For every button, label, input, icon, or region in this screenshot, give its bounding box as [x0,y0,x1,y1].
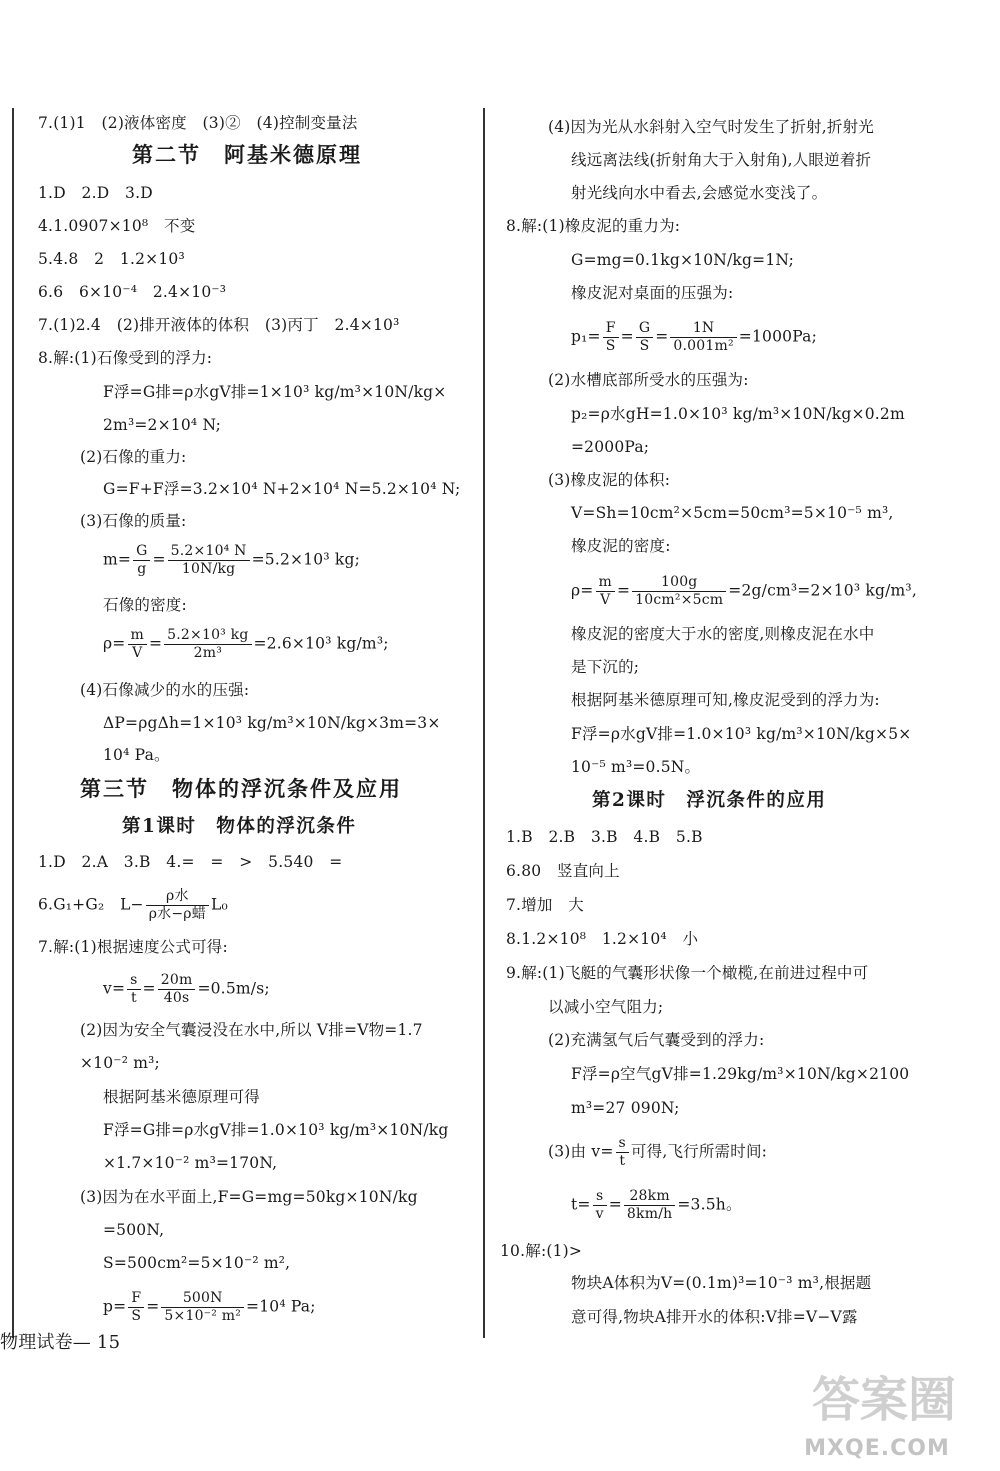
denominator: 40s [163,990,190,1006]
denominator: t [619,1153,626,1169]
answer-line: 7.解:(1)根据速度公式可得: [38,938,228,956]
answer-line: 根据阿基米德原理可得 [103,1088,261,1106]
answer-line: 6.6 6×10⁻⁴ 2.4×10⁻³ [38,283,227,301]
formula-text: =2g/cm³=2×10³ kg/m³, [728,581,917,600]
numerator: 5.2×10⁴ N [168,543,250,561]
denominator: 8km/h [626,1206,673,1222]
formula-text: =10⁴ Pa; [246,1297,316,1316]
fraction [632,574,726,609]
denominator: S [131,1308,142,1324]
lesson-title: 第1课时 物体的浮沉条件 [122,816,357,837]
answer-line: (3)因为在水平面上,F=G=mg=50kg×10N/kg [80,1188,418,1206]
numerator: 100g [632,574,726,592]
formula-line: V=Sh=10cm²×5cm=50cm³=5×10⁻⁵ m³, [571,504,894,522]
formula-line [548,1135,767,1170]
formula-text: = [608,1195,622,1214]
left-margin-rule [12,108,14,1338]
formula-text: =3.5h。 [677,1195,742,1214]
formula-line: p₂=ρ水gH=1.0×10³ kg/m³×10N/kg×0.2m [571,405,905,423]
numerator: m [596,574,615,592]
formula-text: = [152,550,166,569]
numerator: G [636,320,653,338]
numerator: m [128,627,147,645]
denominator: 5×10⁻² m² [164,1308,242,1324]
denominator: g [137,561,147,577]
denominator: 10cm²×5cm [635,592,724,608]
formula-line: F浮=ρ水gV排=1.0×10³ kg/m³×10N/kg×5× [571,725,912,743]
numerator: F [603,320,619,338]
answer-line: 7.(1)1 (2)液体密度 (3)② (4)控制变量法 [38,114,358,132]
formula-line: 10⁻⁵ m³=0.5N。 [571,758,701,776]
fraction [616,1135,629,1170]
answer-line: 1.B 2.B 3.B 4.B 5.B [506,828,703,846]
formula-text: ρ= [103,634,126,653]
formula-line: ×10⁻² m³; [80,1054,160,1072]
watermark [772,1361,982,1461]
numerator: 28km [624,1188,675,1206]
answer-line: 1.D 2.D 3.D [38,184,153,202]
formula-text: = [148,634,163,653]
denominator: 2m³ [193,645,223,661]
formula-text: ρ= [571,581,594,600]
denominator: v [595,1206,604,1222]
fraction [603,320,619,355]
fraction [158,972,196,1007]
section-title: 第二节 阿基米德原理 [132,142,362,167]
formula-text: v= [103,979,126,998]
formula-text: =0.5m/s; [197,979,270,998]
formula-line: 物块A体积为V=(0.1m)³=10⁻³ m³,根据题 [571,1274,872,1292]
answer-line: 7.增加 大 [506,896,584,914]
answer-line: (3)石像的质量: [80,512,187,530]
fraction [127,972,140,1007]
formula-text: 6.G₁+G₂ L− [38,895,144,914]
formula-line [38,888,228,923]
formula-line: 2m³=2×10⁴ N; [103,416,222,434]
answer-line: 是下沉的; [571,658,640,676]
denominator: V [600,592,611,608]
fraction [636,320,653,355]
answer-line: 石像的密度: [103,596,187,614]
numerator: s [127,972,140,990]
formula-line: G=mg=0.1kg×10N/kg=1N; [571,251,795,269]
answer-line: 10.解:(1)> [500,1242,583,1260]
formula-text: = [620,327,634,346]
fraction [146,888,209,923]
formula-line [571,574,917,609]
formula-text: p₁= [571,327,601,346]
formula-line: 10⁴ Pa。 [103,746,170,764]
formula-line: S=500cm²=5×10⁻² m², [103,1254,291,1272]
answer-line: (4)石像减少的水的压强: [80,681,250,699]
answer-line: (2)水槽底部所受水的压强为: [548,371,749,389]
formula-text: m= [103,550,132,569]
formula-line: 意可得,物块A排开水的体积:V排=V−V露 [571,1308,858,1326]
section-title: 第三节 物体的浮沉条件及应用 [80,776,402,801]
denominator: S [639,338,650,354]
formula-line: F浮=ρ空气gV排=1.29kg/m³×10N/kg×2100 [571,1065,910,1083]
formula-line [571,320,817,355]
answer-line: 6.80 竖直向上 [506,862,620,880]
fraction [596,574,615,609]
formula-text: = [655,327,669,346]
fraction [670,320,736,355]
formula-line: m³=27 090N; [571,1099,680,1117]
fraction [624,1188,675,1223]
watermark-logo: 答案圈 [812,1372,957,1428]
answer-line: (3)橡皮泥的体积: [548,471,671,489]
formula-text: (3)由 v= [548,1142,614,1161]
answer-line: 9.解:(1)飞艇的气囊形状像一个橄榄,在前进过程中可 [506,964,869,982]
numerator: 5.2×10³ kg [164,627,251,645]
formula-line [103,972,270,1007]
formula-text: L₀ [210,895,228,914]
formula-line [571,1188,742,1223]
denominator: S [605,338,616,354]
answer-line: 4.1.0907×10⁸ 不变 [38,217,196,235]
formula-text: =5.2×10³ kg; [251,550,361,569]
answer-line: (2)因为安全气囊浸没在水中,所以 V排=V物=1.7 [80,1021,423,1039]
formula-line: F浮=G排=ρ水gV排=1.0×10³ kg/m³×10N/kg [103,1121,449,1139]
answer-line: 根据阿基米德原理可知,橡皮泥受到的浮力为: [571,691,880,709]
formula-text: =1000Pa; [738,327,818,346]
answer-line: 橡皮泥的密度: [571,537,671,555]
answer-line: 8.解:(1)石像受到的浮力: [38,349,213,367]
formula-text: p= [103,1297,127,1316]
formula-text: 可得,飞行所需时间: [630,1142,768,1161]
denominator: 0.001m² [673,338,734,354]
answer-line: (4)因为光从水斜射入空气时发生了折射,折射光 [548,118,874,136]
formula-line: G=F+F浮=3.2×10⁴ N+2×10⁴ N=5.2×10⁴ N; [103,480,461,498]
answer-line: (2)充满氢气后气囊受到的浮力: [548,1031,765,1049]
answer-line: 橡皮泥对桌面的压强为: [571,284,734,302]
formula-text: =2.6×10³ kg/m³; [253,634,389,653]
answer-line: 5.4.8 2 1.2×10³ [38,250,185,268]
fraction [168,543,250,578]
watermark-text: MXQE.COM [804,1436,950,1461]
denominator: V [132,645,143,661]
formula-line [103,1290,316,1325]
formula-line [103,543,360,578]
denominator: t [130,990,137,1006]
formula-line [103,627,389,662]
answer-line: 8.解:(1)橡皮泥的重力为: [506,217,681,235]
formula-text: = [146,1297,160,1316]
formula-line: =500N, [103,1221,165,1239]
column-divider [483,108,485,1338]
answer-line: 1.D 2.A 3.B 4.= = > 5.540 = [38,853,343,871]
numerator: G [133,543,150,561]
answer-line: 线远离法线(折射角大于入射角),人眼逆着折 [571,151,872,169]
fraction [128,1290,144,1325]
answer-line: 8.1.2×10⁸ 1.2×10⁴ 小 [506,930,699,948]
answer-line: 射光线向水中看去,会感觉水变浅了。 [571,184,828,202]
fraction [161,1290,244,1325]
formula-line: ×1.7×10⁻² m³=170N, [103,1154,278,1172]
numerator: 20m [158,972,196,990]
denominator: 10N/kg [181,561,236,577]
page-footer: 物理试卷— 15 [0,1332,121,1353]
numerator: ρ水 [146,888,209,906]
answer-line: 橡皮泥的密度大于水的密度,则橡皮泥在水中 [571,625,875,643]
numerator: 1N [670,320,736,338]
formula-text: = [616,581,631,600]
numerator: s [593,1188,607,1206]
numerator: 500N [161,1290,244,1308]
fraction [164,627,251,662]
lesson-title: 第2课时 浮沉条件的应用 [592,790,827,811]
fraction [128,627,147,662]
answer-line: 7.(1)2.4 (2)排开液体的体积 (3)丙丁 2.4×10³ [38,316,400,334]
denominator: ρ水−ρ蜡 [148,906,206,922]
formula-line: F浮=G排=ρ水gV排=1×10³ kg/m³×10N/kg× [103,383,447,401]
formula-text: t= [571,1195,591,1214]
answer-line: 以减小空气阻力; [548,998,664,1016]
answer-line: (2)石像的重力: [80,448,187,466]
numerator: s [616,1135,629,1153]
formula-line: =2000Pa; [571,438,650,456]
numerator: F [128,1290,144,1308]
formula-line: ΔP=ρgΔh=1×10³ kg/m³×10N/kg×3m=3× [103,714,441,732]
fraction [133,543,150,578]
formula-text: = [142,979,156,998]
fraction [593,1188,607,1223]
